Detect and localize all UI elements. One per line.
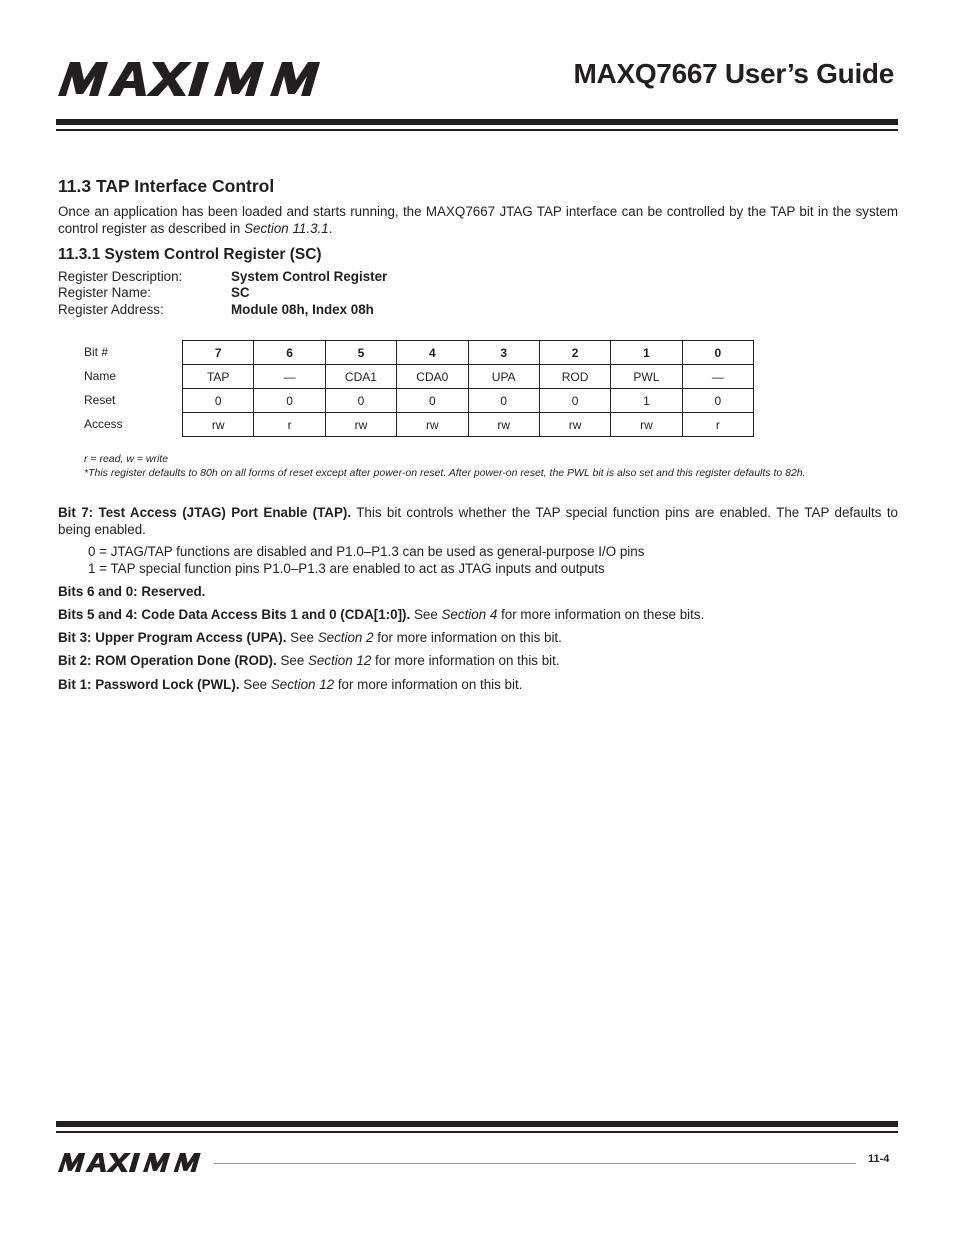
register-address-label: Register Address: [58,302,164,317]
table-cell: TAP [183,365,254,389]
bit3-description: Bit 3: Upper Program Access (UPA). See Section 2 for more information on this bit. [58,630,562,645]
bit7-description: Bit 7: Test Access (JTAG) Port Enable (TAP). This bit controls whether the TAP special function pins are enabled. The TAP defaults to being enabled. [58,505,898,537]
page-number: 11-4 [868,1153,890,1165]
table-row-bits [183,341,754,365]
table-cell: 0 [539,389,610,413]
maxim-logo-footer [58,1153,204,1172]
table-cell: 0 [254,389,325,413]
header-rule-thin [56,129,898,131]
table-cell: CDA1 [325,365,396,389]
row-label-name: Name [84,369,117,383]
table-row-access [183,413,754,437]
table-cell: 1 [611,389,682,413]
table-cell: ROD [539,365,610,389]
table-row-reset [183,389,754,413]
table-cell: — [682,365,753,389]
register-description-label: Register Description: [58,269,183,284]
row-label-access: Access [84,417,123,431]
access-legend: r = read, w = write [84,453,169,465]
register-name-label: Register Name: [58,285,152,300]
footer-rule-thin [56,1131,898,1133]
table-cell: CDA0 [397,365,468,389]
table-cell: 1 [611,341,682,365]
table-cell: PWL [611,365,682,389]
section-reference[interactable]: Section 12 [270,677,335,692]
header-rule-thick [56,119,898,125]
table-cell: 0 [682,341,753,365]
section-reference[interactable]: Section 12 [308,653,372,668]
bit2-description: Bit 2: ROM Operation Done (ROD). See Section 12 for more information on this bit. [58,653,560,668]
subsection-heading: 11.3.1 System Control Register (SC) [58,246,322,263]
footer-divider [214,1163,856,1164]
table-cell: 7 [183,341,254,365]
table-cell: 0 [397,389,468,413]
table-cell: 0 [682,389,753,413]
table-cell: rw [611,413,682,437]
table-cell: 0 [468,389,539,413]
bit7-option-0: 0 = JTAG/TAP functions are disabled and P1.0–P1.3 can be used as general-purpose I/O pins [88,544,645,559]
table-cell: rw [468,413,539,437]
table-cell: 4 [397,341,468,365]
table-cell: rw [183,413,254,437]
bits54-description: Bits 5 and 4: Code Data Access Bits 1 and 0 (CDA[1:0]). See Section 4 for more information on these bits. [58,607,705,622]
maxim-logo [58,62,326,96]
register-address-value: Module 08h, Index 08h [231,302,374,317]
bits60-description: Bits 6 and 0: Reserved. [58,584,206,599]
table-cell: rw [397,413,468,437]
register-description-value: System Control Register [231,269,388,284]
section-heading: 11.3 TAP Interface Control [58,176,275,196]
table-cell: 3 [468,341,539,365]
table-cell: UPA [468,365,539,389]
table-cell: rw [539,413,610,437]
register-name-value: SC [231,285,250,300]
table-cell: r [254,413,325,437]
table-cell: 2 [539,341,610,365]
table-row-names [183,365,754,389]
table-cell: — [254,365,325,389]
bit7-option-1: 1 = TAP special function pins P1.0–P1.3 are enabled to act as JTAG inputs and outputs [88,561,605,576]
table-cell: 6 [254,341,325,365]
bit1-description: Bit 1: Password Lock (PWL). See Section 12 for more information on this bit. [58,677,523,692]
table-cell: r [682,413,753,437]
register-table [182,340,754,437]
table-cell: rw [325,413,396,437]
table-cell: 0 [183,389,254,413]
row-label-bit: Bit # [84,345,109,359]
section-reference[interactable]: Section 4 [441,607,498,622]
intro-paragraph: Once an application has been loaded and starts running, the MAXQ7667 JTAG TAP interface can be controlled by the TAP bit in the system control register as described in Section 11.3.1. [58,204,898,236]
footnote: *This register defaults to 80h on all forms of reset except after power-on reset. After power-on reset, the PWL bit is also set and this register defaults to 82h. [84,467,806,479]
table-cell: 0 [325,389,396,413]
table-cell: 5 [325,341,396,365]
row-label-reset: Reset [84,393,116,407]
section-reference[interactable]: Section 2 [317,630,374,645]
section-reference[interactable]: Section 11.3.1 [244,221,329,236]
bit7-title: Bit 7: Test Access (JTAG) Port Enable (TAP). [58,505,352,520]
document-title: MAXQ7667 User’s Guide [573,58,894,89]
footer-rule-thick [56,1121,898,1127]
